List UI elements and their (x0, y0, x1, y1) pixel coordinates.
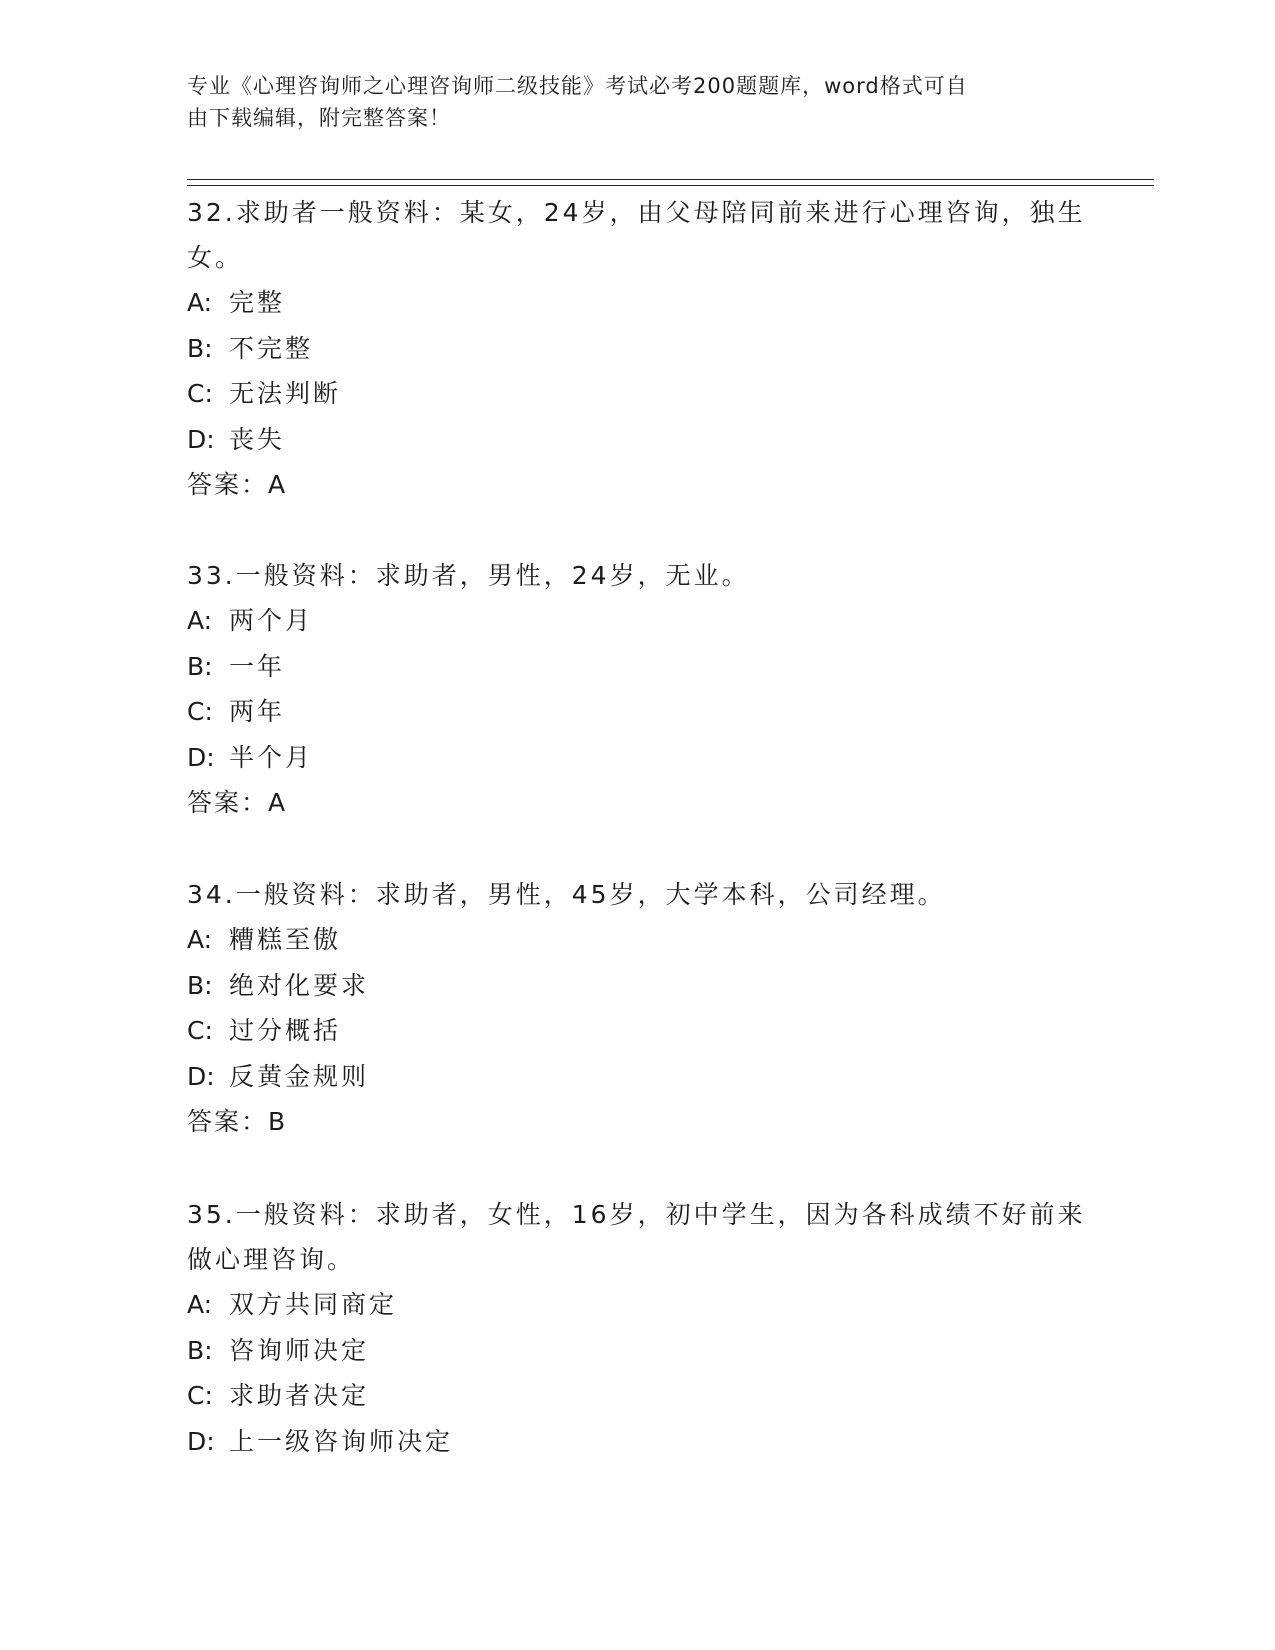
option-b (187, 1328, 1087, 1374)
option-letter: D: (187, 1061, 215, 1091)
option-text: 一年 (229, 651, 286, 681)
option-text: 两个月 (229, 606, 314, 635)
option-letter: C: (187, 697, 213, 726)
option-letter: A: (187, 606, 213, 635)
option-d (187, 1054, 1087, 1100)
option-text: 反黄金规则 (229, 1061, 370, 1091)
option-letter: D: (187, 742, 215, 772)
option-letter: C: (187, 1381, 213, 1410)
option-text: 绝对化要求 (229, 970, 370, 1000)
option-letter: B: (187, 970, 213, 1000)
option-d (187, 1419, 1087, 1465)
option-d (187, 417, 1087, 463)
header-divider-bottom (187, 185, 1154, 186)
option-text: 糟糕至傲 (229, 925, 342, 954)
header-line-2: 由下载编辑，附完整答案！ (187, 106, 451, 130)
header-divider-top (187, 179, 1154, 180)
question-35 (187, 1192, 1087, 1464)
option-text: 过分概括 (229, 1016, 342, 1045)
answer-line: 答案：B (187, 1107, 288, 1136)
option-letter: A: (187, 1290, 213, 1319)
option-letter: A: (187, 925, 213, 954)
question-stem: 33.一般资料：求助者，男性，24岁，无业。 (187, 561, 750, 590)
document-header (187, 70, 1067, 134)
option-a (187, 1282, 1087, 1328)
option-text: 双方共同商定 (229, 1290, 398, 1319)
option-letter: B: (187, 333, 213, 363)
question-34 (187, 872, 1087, 1144)
option-c (187, 1373, 1087, 1419)
question-32 (187, 190, 1087, 507)
option-letter: D: (187, 1426, 215, 1456)
answer-line: 答案：A (187, 788, 288, 817)
option-b (187, 326, 1087, 372)
option-text: 丧失 (229, 424, 286, 454)
question-stem: 34.一般资料：求助者，男性，45岁，大学本科，公司经理。 (187, 880, 946, 909)
question-stem: 35.一般资料：求助者，女性，16岁，初中学生，因为各科成绩不好前来做心理咨询。 (187, 1200, 1086, 1274)
option-a (187, 280, 1087, 326)
question-stem: 32.求助者一般资料：某女，24岁，由父母陪同前来进行心理咨询，独生女。 (187, 198, 1086, 272)
option-text: 上一级咨询师决定 (229, 1426, 454, 1456)
option-d (187, 735, 1087, 781)
option-letter: D: (187, 424, 215, 454)
question-33 (187, 553, 1087, 825)
option-text: 两年 (229, 697, 286, 726)
option-c (187, 1008, 1087, 1054)
option-a (187, 598, 1087, 644)
header-line-1: 专业《心理咨询师之心理咨询师二级技能》考试必考200题题库，word格式可自 (187, 74, 968, 98)
option-letter: B: (187, 651, 213, 681)
option-text: 完整 (229, 288, 286, 317)
option-letter: C: (187, 379, 213, 408)
option-text: 求助者决定 (229, 1381, 370, 1410)
option-letter: C: (187, 1016, 213, 1045)
option-letter: A: (187, 288, 213, 317)
option-a (187, 917, 1087, 963)
answer-line: 答案：A (187, 470, 288, 499)
option-text: 不完整 (229, 333, 314, 363)
option-letter: B: (187, 1335, 213, 1365)
option-b (187, 963, 1087, 1009)
option-text: 无法判断 (229, 379, 342, 408)
option-c (187, 371, 1087, 417)
option-text: 咨询师决定 (229, 1335, 370, 1365)
option-text: 半个月 (229, 742, 314, 772)
option-b (187, 644, 1087, 690)
option-c (187, 689, 1087, 735)
